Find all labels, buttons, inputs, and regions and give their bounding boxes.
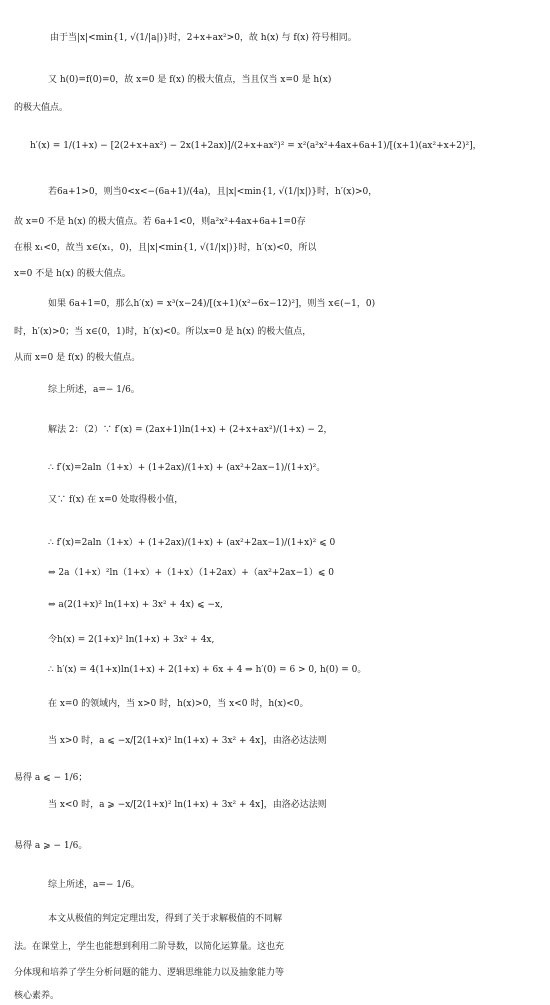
text-line: 本文从极值的判定定理出发，得到了关于求解极值的不同解: [48, 914, 283, 924]
text-line: x=0 不是 h(x) 的极大值点。: [14, 269, 131, 279]
text-line: 在 x=0 的领域内，当 x>0 时，h(x)>0，当 x<0 时，h(x)<0。: [48, 699, 309, 709]
text-line: 故 x=0 不是 h(x) 的极大值点。若 6a+1<0，则a²x²+4ax+6a+1=0存: [14, 217, 306, 227]
text-line: 核心素养。: [14, 991, 60, 1001]
text-line: 令h(x) = 2(1+x)² ln(1+x) + 3x² + 4x,: [48, 635, 215, 645]
text-line: ⇔ 2a（1+x）²ln（1+x）+（1+x）（1+2ax）+（ax²+2ax−1）⩽ 0: [48, 568, 334, 578]
text-line: 在根 x₁<0，故当 x∈(x₁，0)，且|x|<min{1, √(1/|x|)}时，h′(x)<0，所以: [14, 243, 317, 253]
text-line: 若6a+1>0，则当0<x<−(6a+1)/(4a)，且|x|<min{1, √(1/|x|)}时，h′(x)>0，: [48, 187, 378, 197]
text-line: 时，h′(x)>0；当 x∈(0，1)时，h′(x)<0。所以x=0 是 h(x) 的极大值点，: [14, 327, 312, 337]
text-line: 从而 x=0 是 f(x) 的极大值点。: [14, 353, 141, 363]
text-line: 当 x<0 时，a ⩾ −x/[2(1+x)² ln(1+x) + 3x² + 4x]，由洛必达法则: [48, 800, 327, 810]
text-line: ∴ f′(x)=2aln（1+x）+ (1+2ax)/(1+x) + (ax²+2ax−1)/(1+x)²。: [48, 463, 326, 473]
text-line: 当 x>0 时，a ⩽ −x/[2(1+x)² ln(1+x) + 3x² + 4x]，由洛必达法则: [48, 736, 327, 746]
text-line: 又 h(0)=f(0)=0，故 x=0 是 f(x) 的极大值点，当且仅当 x=0 是 h(x): [48, 75, 332, 85]
text-line: ⇔ a(2(1+x)² ln(1+x) + 3x² + 4x) ⩽ −x,: [48, 600, 223, 610]
text-line: 由于当|x|<min{1, √(1/|a|)}时，2+x+ax²>0，故 h(x) 与 f(x) 符号相同。: [50, 33, 357, 43]
text-line: 分体现和培养了学生分析问题的能力、逻辑思维能力以及抽象能力等: [14, 968, 285, 978]
formula-line: h′(x) = 1/(1+x) − [2(2+x+ax²) − 2x(1+2ax)]/(2+x+ax²)² = x²(a²x²+4ax+6a+1)/[(x+1)(ax²+x+2)²]，: [30, 141, 482, 151]
text-line: 综上所述，a=− 1/6。: [48, 880, 140, 890]
text-line: 综上所述，a=− 1/6。: [48, 385, 140, 395]
text-line: 易得 a ⩾ − 1/6。: [14, 841, 88, 851]
text-line: ∴ f′(x)=2aln（1+x）+ (1+2ax)/(1+x) + (ax²+2ax−1)/(1+x)² ⩽ 0: [48, 538, 336, 548]
text-line: 易得 a ⩽ − 1/6；: [14, 773, 88, 783]
text-line: 又∵ f(x) 在 x=0 处取得极小值，: [48, 495, 184, 505]
text-line: 的极大值点。: [14, 103, 69, 113]
text-line: 法。在课堂上，学生也能想到利用二阶导数，以简化运算量。这也充: [14, 942, 285, 952]
text-line: ∴ h′(x) = 4(1+x)ln(1+x) + 2(1+x) + 6x + 4 ⇒ h′(0) = 6 > 0, h(0) = 0。: [48, 665, 367, 675]
text-line: 解法 2：（2）∵ f′(x) = (2ax+1)ln(1+x) + (2+x+ax²)/(1+x) − 2，: [48, 425, 333, 435]
text-line: 如果 6a+1=0，那么h′(x) = x³(x−24)/[(x+1)(x²−6x−12)²]，则当 x∈(−1，0): [48, 299, 376, 309]
